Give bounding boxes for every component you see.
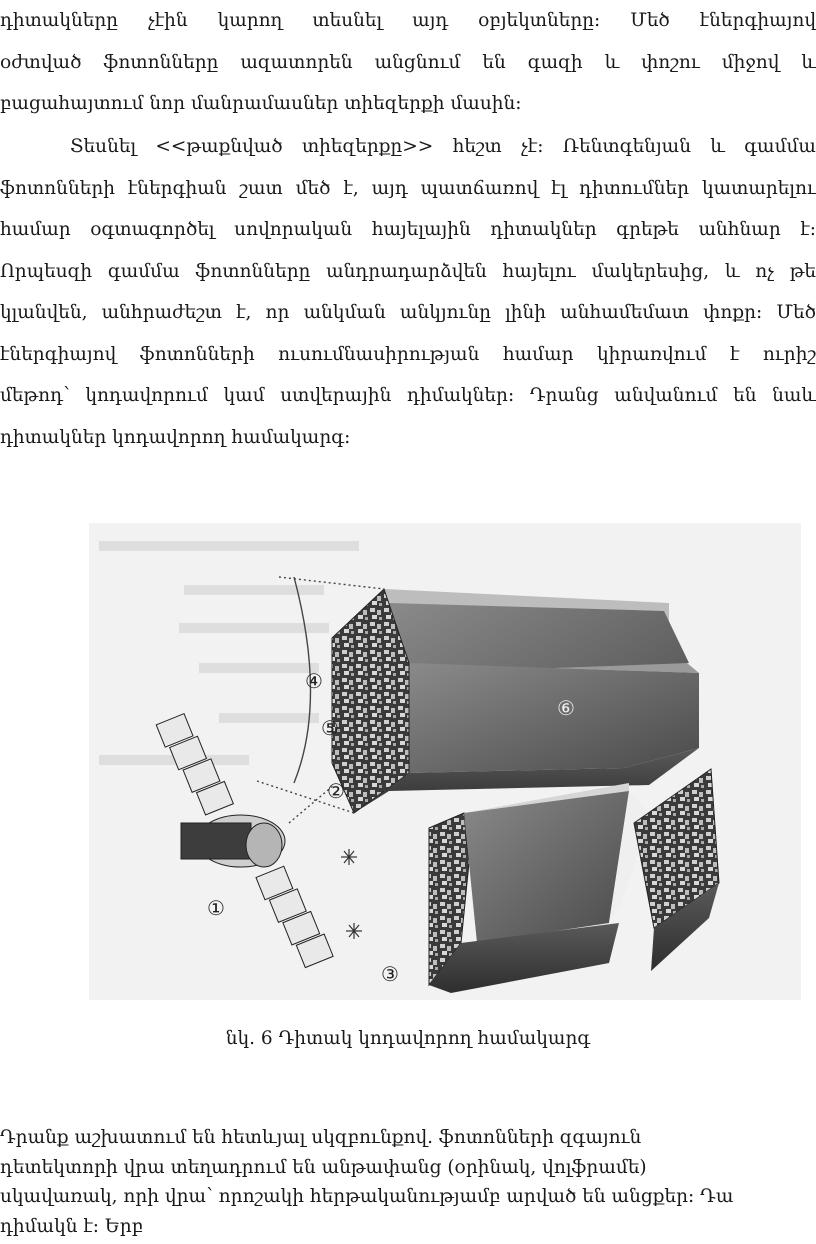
- text-line: դիտակները չէին կարող տեսնել այդ օբյեկտները: Մեծ էներգիայով: [0, 10, 816, 31]
- text-line: ֆոտոնների էներգիան շատ մեծ է, այդ պատճառով էլ դիտումներ կատարելու: [0, 177, 816, 199]
- lower-mask-box: [429, 769, 719, 993]
- figure-caption: նկ. 6 Դիտակ կոդավորող համակարգ: [225, 1028, 591, 1049]
- faded-background-text: [99, 541, 359, 765]
- figure-label-2: ②: [327, 779, 345, 803]
- paragraph-2: [0, 126, 816, 458]
- text-line: մեթոդ՝ կոդավորում կամ ստվերային դիմակներ: Դրանց անվանում են նաև: [0, 385, 816, 406]
- star-source-icon: [341, 849, 357, 865]
- figure-label-3: ③: [381, 962, 399, 986]
- text-line: բացահայտում նոր մանրամասներ տիեզերքի մասին:: [0, 93, 522, 114]
- figure-label-4: ④: [305, 669, 323, 693]
- paragraph-3: [0, 1123, 816, 1241]
- figure-label-1: ①: [207, 896, 225, 920]
- coded-mask-telescope-figure: [89, 523, 801, 1000]
- star-source-icon: [346, 923, 362, 939]
- upper-mask-box: [332, 589, 699, 813]
- text-line: օժտված ֆոտոնները ազատորեն անցնում են գազի և փոշու միջով և: [0, 51, 816, 73]
- text-line: համար օգտագործել սովորական հայելային դիտակներ գրեթե անհնար է:: [0, 219, 816, 240]
- text-line: Տեսնել <<թաքնված տիեզերքը>> հեշտ չէ: Ռենտգենյան և գամմա: [70, 136, 816, 157]
- figure-label-5: ⑤: [321, 716, 339, 740]
- text-line: սկավառակ, որի վրա՝ որոշակի հերթականությամբ արված են անցքեր: Դա: [0, 1186, 734, 1207]
- text-line: Դրանք աշխատում են հետևյալ սկզբունքով. ֆոտոնների զգայուն: [0, 1127, 642, 1148]
- text-line: դիմակն է: Երբ: [0, 1215, 144, 1237]
- figure-label-6: ⑥: [557, 696, 575, 720]
- text-line: էներգիայով ֆոտոնների ուսումնասիրության համար կիրառվում է ուրիշ: [0, 343, 816, 365]
- text-line: Որպեսզի գամմա ֆոտոնները անդրադարձվեն հայելու մակերեսից, և ոչ թե: [0, 260, 816, 282]
- paragraph-1: [0, 0, 816, 125]
- text-line: կլանվեն, անհրաժեշտ է, որ անկման անկյունը լինի անհամեմատ փոքր: Մեծ: [0, 302, 816, 323]
- text-line: դիտակներ կոդավորող համակարգ:: [0, 426, 351, 448]
- satellite-drawing: [156, 709, 333, 972]
- text-line: դետեկտորի վրա տեղադրում են անթափանց (օրինակ, վոլֆրամե): [0, 1156, 647, 1178]
